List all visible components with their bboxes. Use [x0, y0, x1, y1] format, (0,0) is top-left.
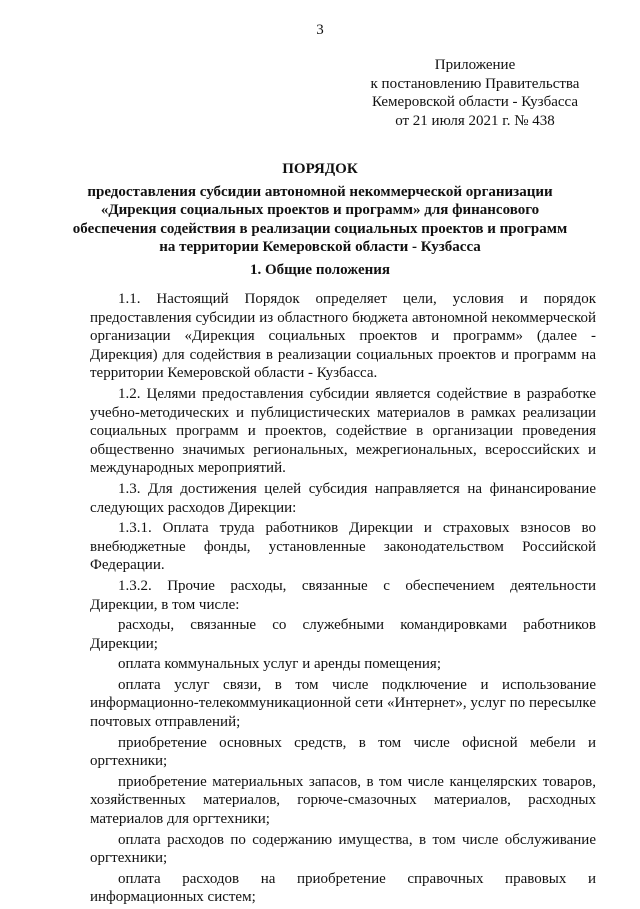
title-subtitle-line: на территории Кемеровской области - Кузбасса: [159, 239, 481, 255]
title-heading: ПОРЯДОК: [282, 161, 358, 177]
paragraph: приобретение основных средств, в том числе офисной мебели и оргтехники;: [90, 734, 596, 770]
paragraph: расходы, связанные со служебными командировками работников Дирекции;: [90, 617, 596, 652]
title-subtitle-line: обеспечения содействия в реализации социальных проектов и программ: [72, 220, 568, 237]
paragraph: 1.3.2. Прочие расходы, связанные с обеспечением деятельности Дирекции, в том числе:: [90, 577, 596, 613]
paragraph: оплата услуг связи, в том числе подключение и использование информационно-телекоммуникационной сети «Интернет», услуг по пересылке почтовых отправлений;: [90, 676, 596, 731]
title-subtitle-line: предоставления субсидии автономной некоммерческой организации: [87, 183, 553, 200]
paragraph: оплата расходов на приобретение справочных правовых и информационных систем;: [90, 870, 596, 906]
paragraph: 1.3. Для достижения целей субсидия направляется на финансирование следующих расходов Дирекции:: [90, 480, 596, 516]
page-number: 3: [316, 22, 324, 38]
appendix-line: от 21 июля 2021 г. № 438: [395, 112, 555, 129]
appendix-line: к постановлению Правительства: [370, 75, 580, 92]
paragraph: 1.1. Настоящий Порядок определяет цели, условия и порядок предоставления субсидии из областного бюджета автономной некоммерческой организации «Дирекция социальных проектов и программ» (далее - Дирекция) для содействия в реализации социальных проектов и программ на территории Кемеровской области - Кузбасса.: [90, 291, 596, 382]
paragraph: 1.2. Целями предоставления субсидии является содействие в разработке учебно-методических и публицистических материалов в рамках реализации социальных программ и проектов, содействие в организации проведения общественно значимых региональных, межрегиональных, всероссийских и международных мероприятий.: [90, 385, 596, 477]
paragraph: оплата коммунальных услуг и аренды помещения;: [118, 656, 441, 673]
paragraph: оплата расходов по содержанию имущества, в том числе обслуживание оргтехники;: [90, 831, 596, 867]
appendix-line: Кемеровской области - Кузбасса: [371, 94, 579, 110]
paragraph: приобретение материальных запасов, в том числе канцелярских товаров, хозяйственных материалов, горюче-смазочных материалов, расходных материалов для оргтехники;: [90, 773, 596, 828]
document-body: [90, 290, 596, 909]
title-subtitle-line: «Дирекция социальных проектов и программ» для финансового: [100, 202, 540, 218]
document-title: [0, 160, 640, 257]
paragraph: 1.3.1. Оплата труда работников Дирекции и страховых взносов во внебюджетные фонды, установленные законодательством Российской Федерации.: [90, 520, 596, 574]
section-heading: 1. Общие положения: [249, 262, 391, 278]
appendix-line: Приложение: [434, 57, 516, 73]
appendix-block: [340, 56, 610, 130]
